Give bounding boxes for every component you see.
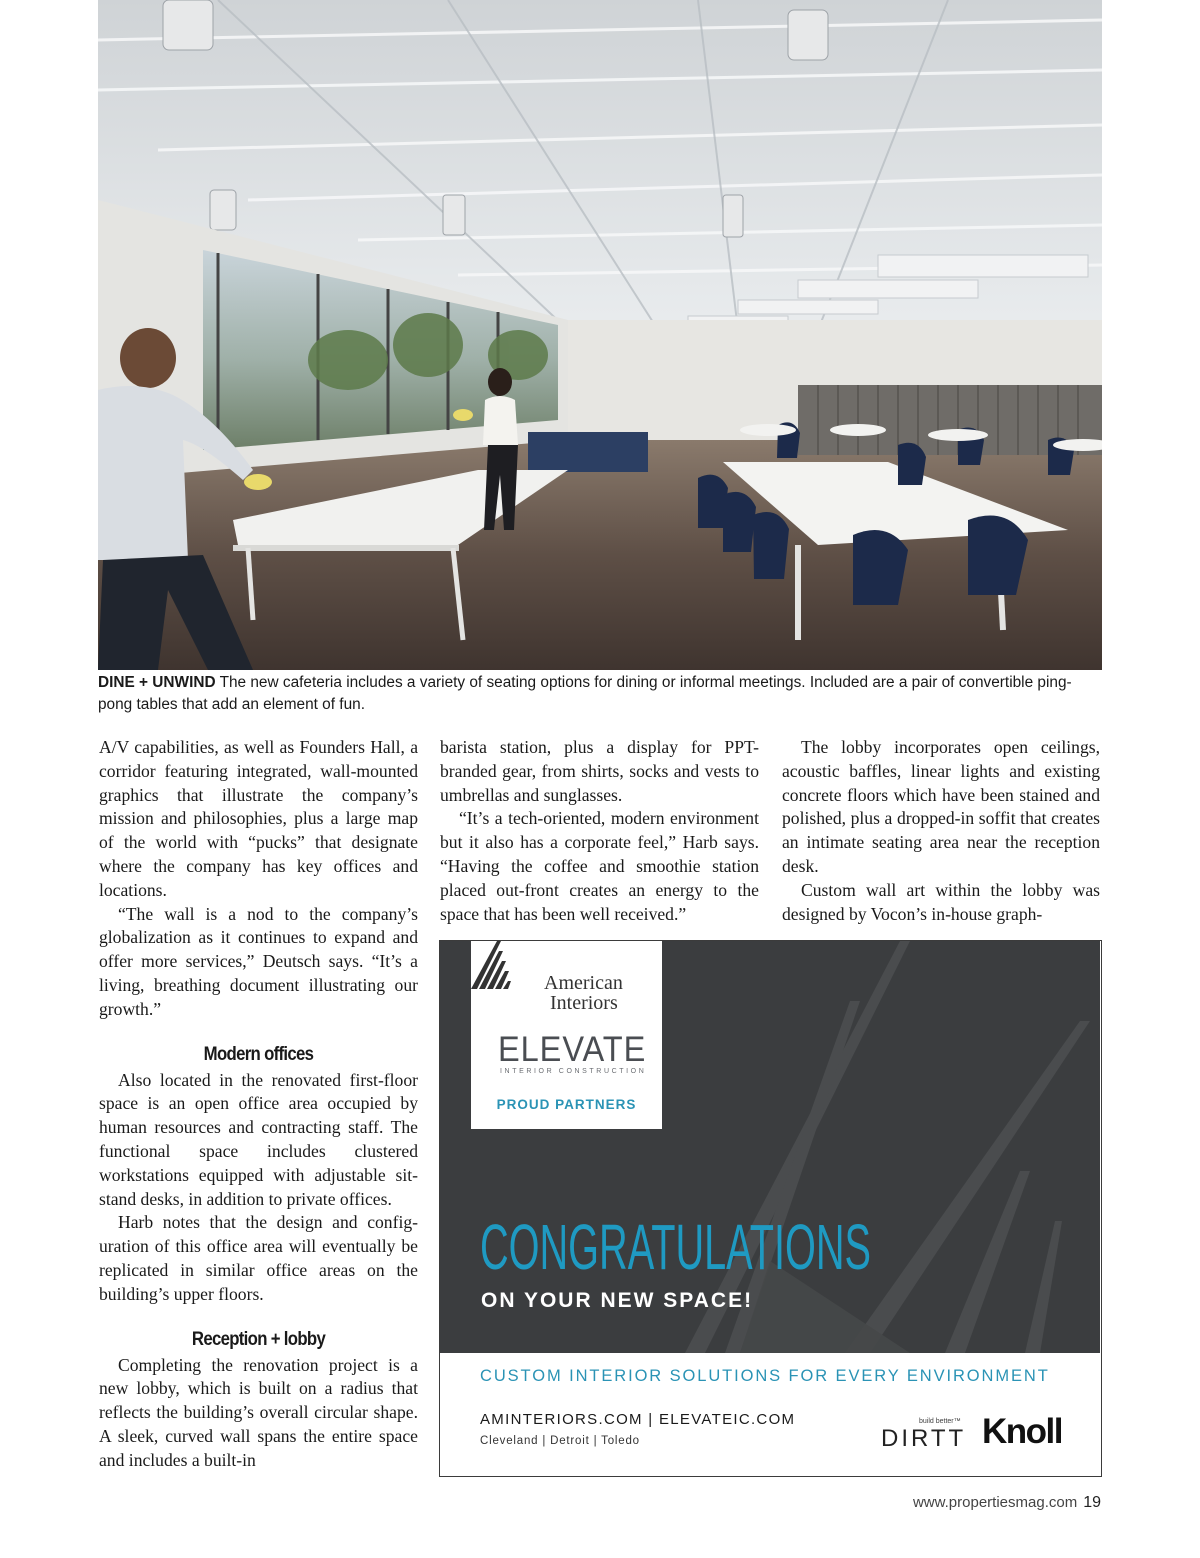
cafeteria-photo-illustration [98,0,1102,670]
proud-partners-label: PROUD PARTNERS [496,1097,637,1112]
article-column-1 [99,736,418,1473]
paragraph: “The wall is a nod to the company’s globalization as it continues to expand and offer more services,” Deutsch says. “It’s a living, breathing document illustrating our growth.” [99,903,418,1019]
paragraph: Harb notes that the design and configuration of this office area will eventually be replicated in similar office areas on the building’s upper floors. [99,1212,418,1304]
partner-logos [471,941,662,1129]
ad-subheadline: ON YOUR NEW SPACE! [481,1289,754,1312]
subheading-modern-offices: Modern offices [203,1042,314,1065]
elevate-tagline: INTERIOR CONSTRUCTION [500,1068,647,1075]
cafeteria-photo [98,0,1102,670]
caption-label: DINE + UNWIND [98,674,216,691]
dirtt-tagline: build better™ [919,1418,961,1425]
ai-line-1: American [544,972,623,994]
ad-tagline: CUSTOM INTERIOR SOLUTIONS FOR EVERY ENVIRONMENT [480,1367,1050,1385]
paragraph: “It’s a tech-oriented, modern environment but it also has a corporate feel,” Harb says. “Having the coffee and smoothie station placed out-front creates an energy to the space that has been well received.” [440,808,759,924]
footer-url: www.propertiesmag.com [912,1494,1078,1511]
elevate-wordmark: ELEVATE [498,1030,647,1069]
subheading-reception-lobby: Reception + lobby [191,1327,326,1350]
dirtt-logo: DIRTT [881,1425,967,1452]
knoll-logo: Knoll [982,1412,1062,1451]
american-interiors-logo-icon [471,941,511,989]
ad-headline: CONGRATULATIONS [480,1211,871,1283]
ad-cities: Cleveland | Detroit | Toledo [480,1435,640,1447]
american-interiors-wordmark [544,973,623,1013]
paragraph: Completing the renovation project is a new lobby, which is built on a radius that reflects the building’s overall circular shape. A sleek, curved wall spans the entire space and includes a built-in [99,1354,418,1470]
page-footer [913,1494,1101,1512]
paragraph: Custom wall art within the lobby was designed by Vocon’s in-house graph- [782,879,1100,924]
article-column-3 [782,736,1100,926]
photo-caption [98,672,1104,716]
article-column-2 [440,736,759,926]
paragraph: Also located in the renovated first-floor space is an open office area occupied by human resources and contracting staff. The functional space includes clustered workstations equipped with adjustable sit-stand desks, in addition to private offices. [99,1069,418,1209]
advertisement [439,940,1102,1477]
paragraph: The lobby incorporates open ceilings, acoustic baffles, linear lights and existing concrete floors which have been stained and polished, plus a dropped-in soffit that creates an intimate seating area near the reception desk. [782,737,1100,876]
ai-line-2: Interiors [550,992,618,1014]
page-number: 19 [1083,1494,1101,1511]
ad-dark-panel [440,941,1100,1353]
paragraph: barista station, plus a display for PPT-branded gear, from shirts, socks and vests to umbrellas and sunglasses. [440,737,759,805]
paragraph: A/V capabilities, as well as Founders Hall, a corridor featuring integrated, wall-mounted graphics that illustrate the company’s mission and philosophies, plus a large map of the world with “pucks” that designate where the company has key offices and locations. [99,737,418,900]
caption-text: The new cafeteria includes a variety of seating options for dining or informal meetings. Included are a pair of convertible ping-pong tables that add an element of fun. [98,674,1072,713]
ad-urls: AMINTERIORS.COM | ELEVATEIC.COM [480,1411,796,1428]
